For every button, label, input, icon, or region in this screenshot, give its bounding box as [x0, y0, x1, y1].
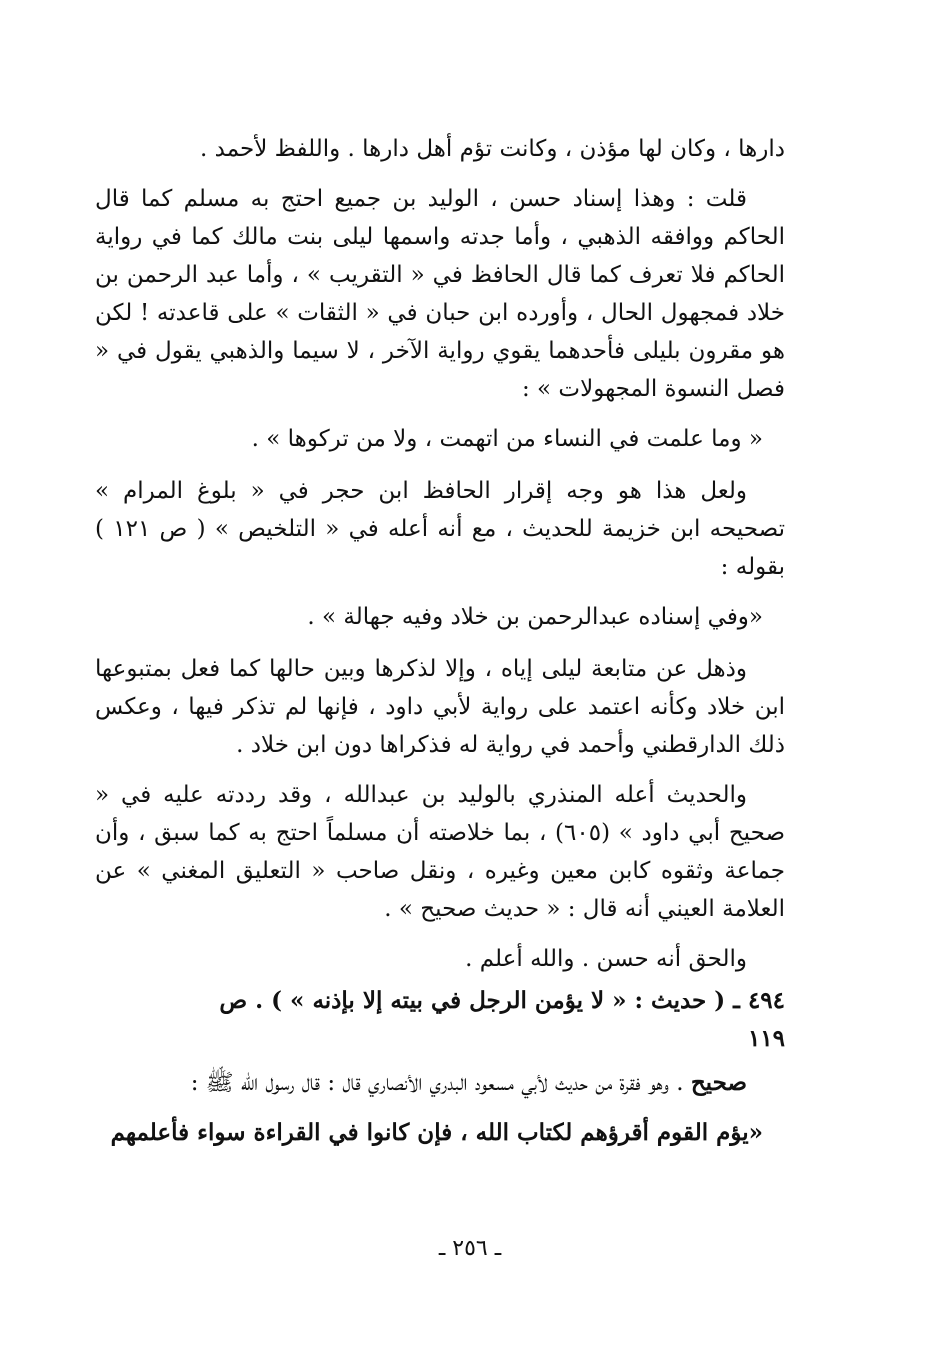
page-body — [95, 130, 785, 1330]
paragraph-mutabaa: وذهل عن متابعة ليلى إياه ، وإلا لذكرها وبين حالها كما فعل بمتبوعها ابن خلاد وكأنه اعتمد على رواية لأبي داود ، فإنها لم تذكر فيها ، وعكس ذلك الدارقطني وأحمد في رواية له فذكراها دون ابن خلاد . — [95, 656, 785, 758]
page-number-footer — [0, 1236, 940, 1261]
paragraph-continuation: دارها ، وكان لها مؤذن ، وكانت تؤم أهل دارها . واللفظ لأحمد . — [200, 136, 785, 162]
paragraph-conclusion: والحق أنه حسن . والله أعلم . — [465, 946, 747, 972]
hadith-number: ٤٩٤ — [747, 987, 785, 1014]
hadith-heading-text: ـ ( حديث : « لا يؤمن الرجل في بيته إلا بإذنه » ) . ص — [219, 987, 740, 1014]
hadith-page-ref: ١١٩ — [747, 1025, 785, 1052]
grade-explanation: . وهو فقرة من حديث لأبي مسعود البدري الأنصاري قال : قال رسول الله ﷺ : — [190, 1070, 684, 1096]
paragraph-ibn-hajar: ولعل هذا هو وجه إقرار الحافظ ابن حجر في « بلوغ المرام » تصحيحه ابن خزيمة للحديث ، مع أنه أعله في « التلخيص » ( ص ١٢١ ) بقوله : — [95, 478, 785, 580]
paragraph-grade — [95, 1064, 785, 1102]
paragraph-commentary: قلت : وهذا إسناد حسن ، الوليد بن جميع احتج به مسلم كما قال الحاكم ووافقه الذهبي ، وأما جدته واسمها ليلى بنت مالك كما في رواية الحاكم فلا تعرف كما قال الحافظ في « التقريب » ، وأما عبد الرحمن بن خلاد فمجهول الحال ، وأورده ابن حبان في « الثقات » على قاعدته ! لكن هو مقرون بليلى فأحدهما يقوي رواية الآخر ، لا سيما والذهبي يقول في « فصل النسوة المجهولات » : — [95, 186, 785, 402]
paragraph-mundhiri: والحديث أعله المنذري بالوليد بن عبدالله ، وقد رددته عليه في « صحيح أبي داود » (٦٠٥) ، بما خلاصته أن مسلماً احتج به كما سبق ، وأن جماعة وثقوه كابن معين وغيره ، ونقل صاحب « التعليق المغني » عن العلامة العيني أنه قال : « حديث صحيح » . — [95, 782, 785, 922]
grade-label: صحيح — [690, 1069, 747, 1096]
page-number: ـ ٢٥٦ ـ — [438, 1236, 502, 1261]
hadith-heading — [95, 982, 785, 1058]
quote-hadith-text: «يؤم القوم أقرؤهم لكتاب الله ، فإن كانوا في القراءة سواء فأعلمهم — [110, 1119, 763, 1146]
quote-talkhis: «وفي إسناده عبدالرحمن بن خلاد وفيه جهالة » . — [307, 604, 763, 630]
quote-dhahabi: « وما علمت في النساء من اتهمت ، ولا من تركوها » . — [251, 426, 763, 452]
